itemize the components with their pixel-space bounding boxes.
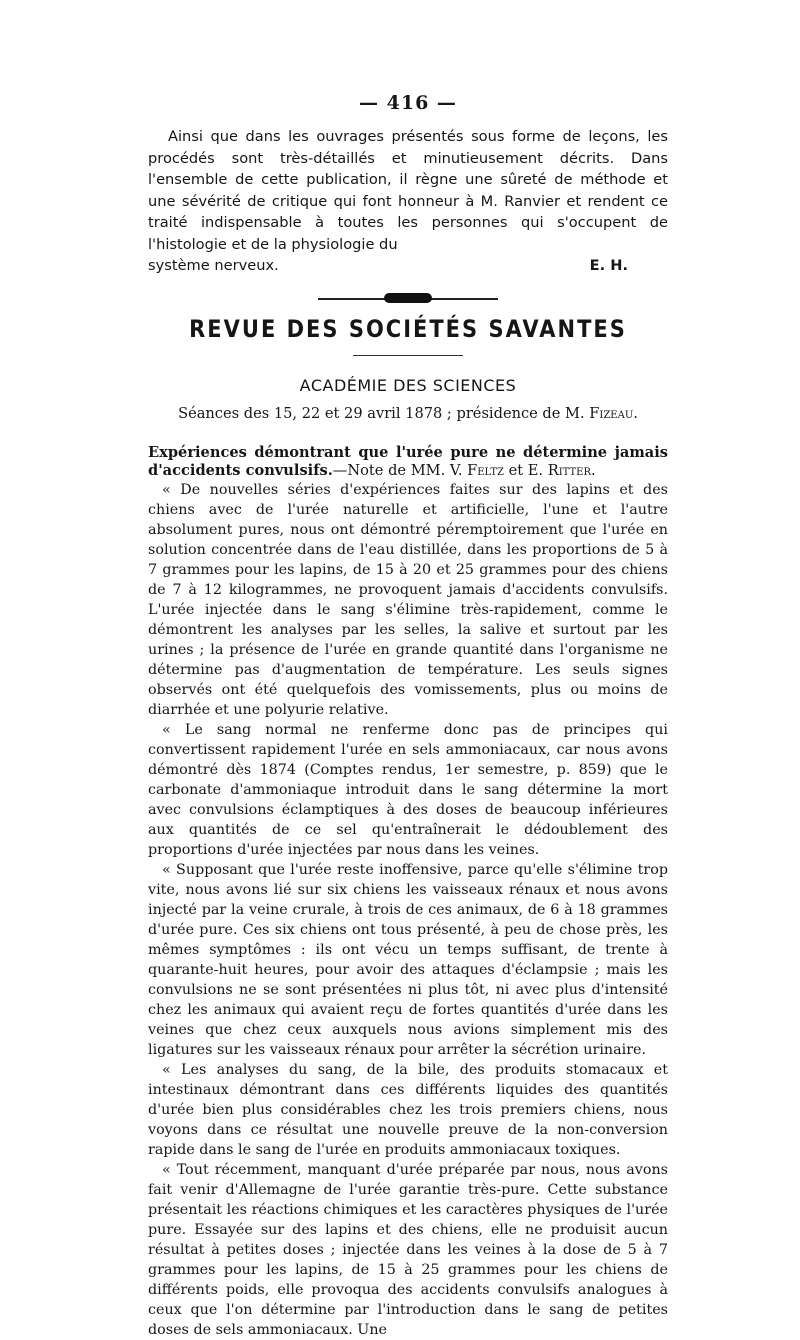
body-paragraph-5: « Tout récemment, manquant d'urée préparée par nous, nous avons fait venir d'Allemagne de l'urée garantie très-pure. Cette substance présentait les réactions chimiques et les caractères physiques de l'urée pure. Essayée sur des lapins et des chiens, elle ne produisit aucun résultat à petites doses ; injectée dans les veines à la dose de 5 à 7 grammes pour les lapins, de 15 à 25 grammes pour les chiens de différents poids, elle provoqua des accidents convulsifs analogues à ceux que l'on détermine par l'introduction dans le sang de petites doses de sels ammoniacaux. Une: [148, 1161, 668, 1338]
article-note: [333, 462, 596, 479]
article-title-block: [148, 444, 668, 480]
body-paragraph-3: « Supposant que l'urée reste inoffensive, parce qu'elle s'élimine trop vite, nous avons lié sur six chiens les vaisseaux rénaux et nous avons injecté par la veine crurale, à trois de ces animaux, de 6 à 18 grammes d'urée pure. Ces six chiens ont tous présenté, à peu de chose près, les mêmes symptômes : ils ont vécu un temps suffisant, de trente à quarante-huit heures, pour avoir des attaques d'éclampsie ; mais les convulsions ne se sont présentées ni plus tôt, ni avec plus d'intensité chez les animaux qui avaient reçu de fortes quantités d'urée dans les veines que chez ceux auxquels nous avions simplement mis des ligatures sur les vaisseaux rénaux pour arrêter la sécrétion urinaire.: [148, 861, 668, 1058]
body-paragraph-2: « Le sang normal ne renferme donc pas de principes qui convertissent rapidement l'urée en sels ammoniacaux, car nous avons démontré dès 1874 (Comptes rendus, 1er semestre, p. 859) que le carbonate d'ammoniaque introduit dans le sang détermine la mort avec convulsions éclamptiques à des doses de beaucoup inférieures aux quantités de ce sel qu'entraînerait le dédoublement des proportions d'urée injectées par nous dans les veines.: [148, 721, 668, 858]
sessions-line: [148, 405, 668, 422]
intro-closing-line: [148, 255, 668, 277]
ornament-divider: [318, 295, 498, 303]
section-title: REVUE DES SOCIÉTÉS SAVANTES: [189, 314, 627, 343]
author-feltz: Feltz: [467, 461, 504, 479]
body-paragraph-4: « Les analyses du sang, de la bile, des produits stomacaux et intestinaux démontrant dans ces différents liquides des quantités d'urée bien plus considérables chez les trois premiers chiens, nous voyons dans ce résultat une nouvelle preuve de la non-conversion rapide dans le sang de l'urée en produits ammoniacaux toxiques.: [148, 1061, 668, 1158]
article-title: Expériences démontrant que l'urée pure ne détermine jamais d'accidents convulsifs.: [148, 443, 668, 479]
sessions-text: Séances des 15, 22 et 29 avril 1878 ; présidence de M.: [178, 404, 590, 422]
author-ritter: Ritter.: [547, 461, 596, 479]
ornament-center: [384, 293, 432, 303]
note-mid: et E.: [504, 461, 548, 479]
intro-paragraph: Ainsi que dans les ouvrages présentés sous forme de leçons, les procédés sont très-détaillés et minutieusement décrits. Dans l'ensemble de cette publication, il règne une sûreté de méthode et une sévérité de critique qui font honneur à M. Ranvier et rendent ce traité indispensable à toutes les personnes qui s'occupent de l'histologie et de la physiologie du: [148, 128, 668, 253]
document-page: [148, 92, 668, 1340]
intro-last-line: système nerveux.: [148, 257, 279, 274]
signature: E. H.: [589, 257, 628, 274]
page-number: — 416 —: [359, 92, 457, 114]
academy-heading: ACADÉMIE DES SCIENCES: [299, 375, 517, 395]
note-prefix: —Note de MM. V.: [332, 461, 468, 479]
sessions-president: Fizeau.: [589, 404, 638, 422]
short-rule-divider: [353, 355, 463, 356]
body-paragraph-1: « De nouvelles séries d'expériences faites sur des lapins et des chiens avec de l'urée naturelle et artificielle, l'une et l'autre absolument pures, nous ont démontré péremptoirement que l'urée en solution concentrée dans de l'eau distillée, dans les proportions de 5 à 7 grammes pour les lapins, de 15 à 20 et 25 grammes pour des chiens de 7 à 12 kilogrammes, ne provoquent jamais d'accidents convulsifs. L'urée injectée dans le sang s'élimine très-rapidement, comme le démontrent les analyses par les selles, la salive et surtout par les urines ; la présence de l'urée en grande quantité dans l'organisme ne détermine pas d'augmentation de température. Les seuls signes observés ont été quelquefois des vomissements, plus ou moins de diarrhée et une polyurie relative.: [148, 481, 668, 718]
